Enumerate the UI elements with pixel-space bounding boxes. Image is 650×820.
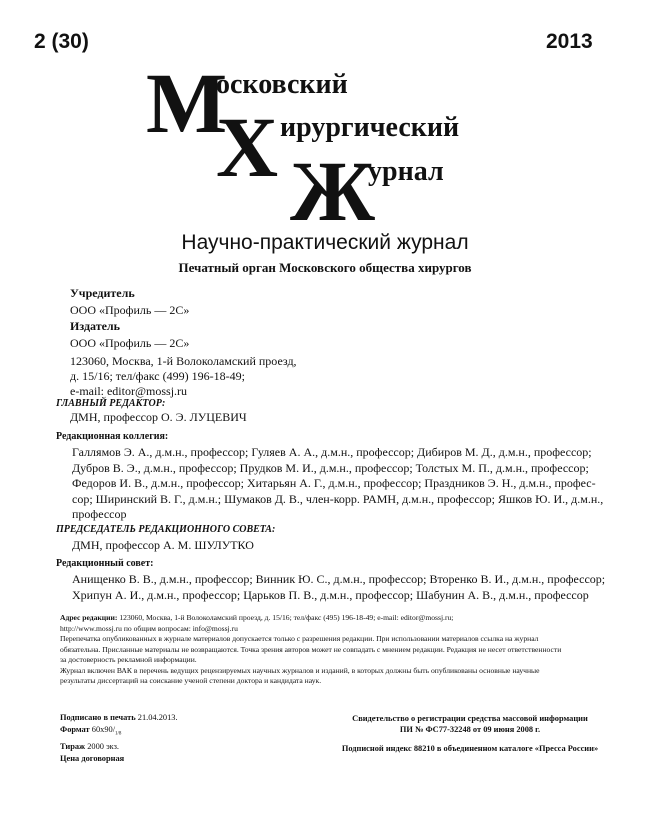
format-row — [60, 724, 178, 741]
footer-notes — [60, 613, 600, 687]
run-label: Тираж — [60, 741, 86, 751]
board-line: профессор — [72, 507, 127, 521]
publisher-section — [70, 319, 297, 399]
founder-section — [70, 286, 189, 318]
price-row — [60, 753, 178, 765]
issue-year: 2013 — [546, 30, 593, 53]
registration-number: ПИ № ФС77-32248 от 09 июня 2008 г. — [399, 725, 541, 734]
council-line: Хрипун А. И., д.м.н., профессор; Царьков П. В., д.м.н., профессор; Шабунин А. В., д.м.н., профессор — [72, 587, 589, 602]
registration-info — [320, 713, 620, 735]
publisher-email: e-mail: editor@mossj.ru — [70, 384, 188, 398]
print-info — [60, 712, 178, 765]
founder-name: ООО «Профиль — 2С» — [70, 303, 190, 317]
footer-line: Журнал включен ВАК в перечень ведущих рецензируемых научных журналов и изданий, в которых должны быть опубликованы основные научные — [60, 665, 540, 675]
founder-label: Учредитель — [70, 286, 135, 300]
chief-editor-name: ДМН, профессор О. Э. ЛУЦЕВИЧ — [70, 410, 247, 424]
logo-letter-zh: Ж — [290, 143, 376, 239]
board-label: Редакционная коллегия: — [56, 431, 169, 442]
footer-line: Перепечатка опубликованных в журнале материалов допускается только с разрешения редакции. При использовании материалов ссылка на журнал — [60, 634, 539, 643]
signed-row — [60, 712, 178, 724]
council-chair-name: ДМН, профессор А. М. ШУЛУТКО — [72, 538, 254, 552]
footer-line: результаты диссертаций на соискание ученой степени доктора и кандидата наук. — [60, 676, 322, 685]
price-label: Цена договорная — [60, 753, 125, 763]
footer-line: http://www.mossj.ru по общим вопросам: info@mossj.ru — [60, 623, 238, 633]
board-members — [72, 445, 612, 523]
logo-word-zhurnal: урнал — [368, 156, 444, 187]
board-line: сор; Ширинский В. Г., д.м.н.; Шумаков Д. В., член-корр. РАМН, д.м.н., профессор; Яшков Ю. И., д.м.н., — [72, 491, 604, 506]
run-row — [60, 741, 178, 753]
registration-line: Свидетельство о регистрации средства массовой информации — [352, 714, 588, 723]
publisher-label: Издатель — [70, 319, 120, 333]
logo-letter-m: М — [146, 55, 228, 151]
issue-number: 2 (30) — [34, 30, 89, 53]
publisher-address-line: д. 15/16; тел/факс (499) 196-18-49; — [70, 369, 245, 383]
journal-subtitle: Научно-практический журнал — [181, 231, 469, 254]
logo-letter-h: Х — [216, 99, 279, 195]
publisher-address-line: 123060, Москва, 1-й Волоколамский проезд, — [70, 354, 297, 368]
council-label: Редакционный совет: — [56, 558, 154, 569]
editorial-address — [60, 613, 600, 624]
format-value: 60х90/ — [91, 725, 116, 734]
publisher-address — [70, 354, 297, 399]
council-members — [72, 572, 612, 603]
logo-word-moskovsky: осковский — [216, 69, 348, 100]
run-value: 2000 экз. — [87, 741, 120, 751]
subscription-index: Подписной индекс 88210 в объединенном каталоге «Пресса России» — [341, 744, 599, 753]
journal-organ: Печатный орган Московского общества хирургов — [178, 260, 472, 275]
chief-editor-label: ГЛАВНЫЙ РЕДАКТОР: — [56, 398, 166, 409]
council-chair-label: ПРЕДСЕДАТЕЛЬ РЕДАКЦИОННОГО СОВЕТА: — [56, 524, 276, 535]
board-line: Галлямов Э. А., д.м.н., профессор; Гуляев А. А., д.м.н., профессор; Дибиров М. Д., д.м.н., профессор; — [72, 445, 592, 459]
publisher-name: ООО «Профиль — 2С» — [70, 336, 190, 350]
footer-line: обязательна. Присланные материалы не возвращаются. Точка зрения авторов может не совпадать с мнением редакции. Редакция не несет ответственности — [60, 644, 562, 654]
chief-editor-section — [56, 398, 165, 409]
signed-label: Подписано в печать — [60, 713, 136, 722]
signed-value: 21.04.2013. — [137, 713, 178, 722]
board-line: Дубров В. Э., д.м.н., профессор; Прудков М. И., д.м.н., профессор; Толстых М. П., д.м.н., профессор; — [72, 460, 589, 475]
format-fraction: 1/8 — [115, 731, 122, 737]
editorial-address-label: Адрес редакции: — [60, 613, 118, 622]
footer-line: за достоверность рекламной информации. — [60, 655, 197, 664]
format-label: Формат — [60, 725, 90, 734]
board-line: Федоров И. В., д.м.н., профессор; Хитарьян А. Г., д.м.н., профессор; Праздников Э. Н., д.м.н., профес- — [72, 476, 596, 490]
council-line: Анищенко В. В., д.м.н., профессор; Винник Ю. С., д.м.н., профессор; Вторенко В. И., д.м.н., профессор; — [72, 572, 606, 586]
editorial-address-text: 123060, Москва, 1-й Волоколамский проезд, д. 15/16; тел/факс (495) 196-18-49; e-mail: editor@mossj.ru; — [119, 613, 454, 622]
logo-word-hirurgichesky: ирургический — [280, 112, 460, 143]
